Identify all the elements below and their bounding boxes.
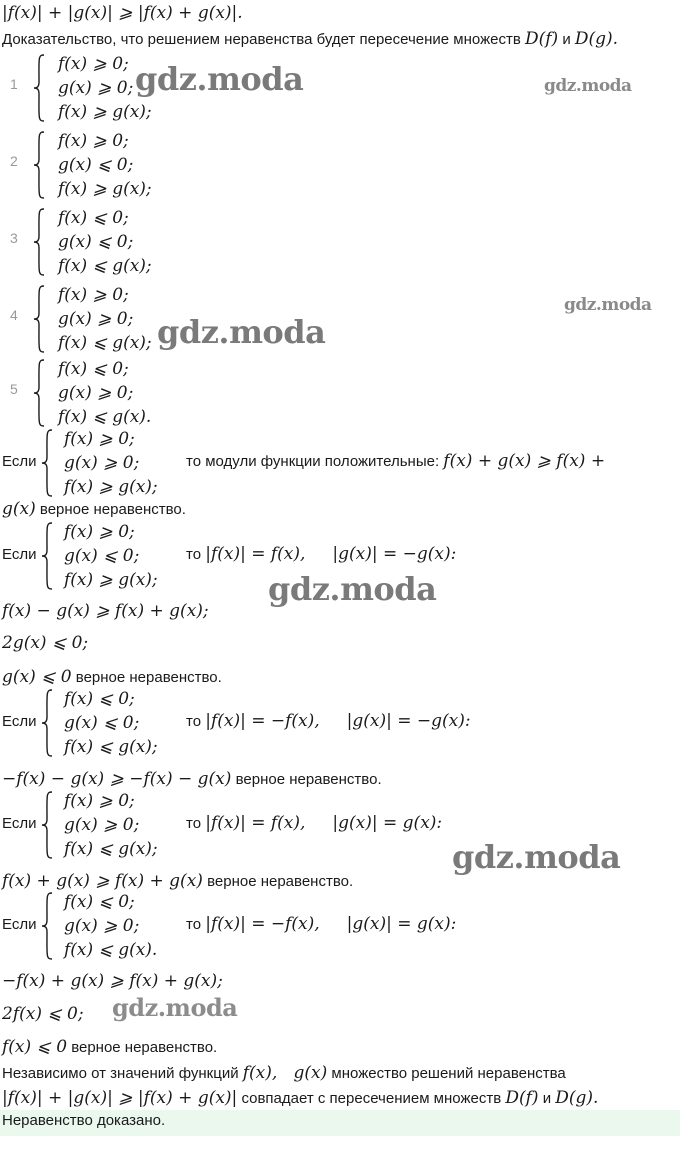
- system-row: f(x) ⩽ 0;: [58, 208, 129, 228]
- case-row: f(x) ⩽ g(x);: [64, 737, 158, 757]
- brace-icon: [40, 429, 54, 501]
- case4-result-math: f(x) + g(x) ⩾ f(x) + g(x): [2, 871, 203, 891]
- case-conclusion: [186, 813, 442, 833]
- conclusion-set-f: D(f): [505, 1088, 539, 1108]
- case-row: g(x) ⩽ 0;: [64, 713, 140, 733]
- case-row: f(x) ⩾ 0;: [64, 522, 135, 542]
- case-if-label: Если: [2, 546, 37, 563]
- case3-result-math: −f(x) − g(x) ⩾ −f(x) − g(x): [2, 769, 232, 789]
- case3-result: [2, 768, 382, 791]
- case-row: g(x) ⩾ 0;: [64, 815, 140, 835]
- proof-intro: [2, 28, 618, 51]
- conclusion-functions: f(x), g(x): [242, 1063, 328, 1083]
- case1-cont-text: верное неравенство.: [39, 501, 186, 518]
- header-formula: |f(x)| + |g(x)| ⩾ |f(x) + g(x)|.: [2, 3, 243, 23]
- system-number: 5: [10, 381, 18, 397]
- case3-result-text: верное неравенство.: [235, 771, 382, 788]
- system-number: 4: [10, 307, 18, 323]
- case-then-math: |f(x)| = −f(x), |g(x)| = −g(x):: [205, 711, 471, 731]
- case-row: f(x) ⩽ g(x);: [64, 839, 158, 859]
- case-then-math: |f(x)| = −f(x), |g(x)| = g(x):: [205, 914, 457, 934]
- conclusion-line2: [2, 1087, 598, 1110]
- case-row: g(x) ⩾ 0;: [64, 916, 140, 936]
- watermark-logo: gdz.moda: [452, 838, 621, 876]
- watermark-logo: gdz.moda: [112, 993, 238, 1022]
- conclusion-line1: [2, 1062, 566, 1085]
- case-row: g(x) ⩾ 0;: [64, 453, 140, 473]
- case-row: g(x) ⩽ 0;: [64, 546, 140, 566]
- watermark-logo: gdz.moda: [135, 60, 304, 98]
- case-row: f(x) ⩾ 0;: [64, 791, 135, 811]
- system-row: f(x) ⩽ g(x);: [58, 333, 152, 353]
- final-text: Неравенство доказано.: [2, 1112, 166, 1129]
- case-then-math: |f(x)| = f(x), |g(x)| = −g(x):: [205, 544, 457, 564]
- brace-icon: [32, 208, 46, 280]
- case5-step1: −f(x) + g(x) ⩾ f(x) + g(x);: [2, 971, 223, 991]
- brace-icon: [40, 689, 54, 761]
- case2-step3-text: верное неравенство.: [75, 669, 222, 686]
- system-row: f(x) ⩽ g(x);: [58, 256, 152, 276]
- system-row: f(x) ⩽ 0;: [58, 359, 129, 379]
- system-row: g(x) ⩾ 0;: [58, 383, 134, 403]
- proof-intro-text: Доказательство, что решением неравенства будет пересечение множеств: [2, 31, 521, 48]
- watermark-logo: gdz.moda: [564, 295, 652, 315]
- case1-cont-math: g(x): [2, 499, 36, 519]
- brace-icon: [32, 54, 46, 126]
- brace-icon: [40, 522, 54, 594]
- case2-step2: 2g(x) ⩽ 0;: [2, 633, 89, 653]
- system-row: f(x) ⩽ g(x).: [58, 407, 152, 427]
- case-then-text: то модули функции положительные:: [186, 453, 444, 470]
- case-row: f(x) ⩾ g(x);: [64, 477, 158, 497]
- proof-intro-and: и: [562, 31, 571, 48]
- case5-step3-math: f(x) ⩽ 0: [2, 1037, 68, 1057]
- system-row: g(x) ⩾ 0;: [58, 78, 134, 98]
- proof-intro-set-f: D(f): [524, 29, 559, 49]
- case-row: f(x) ⩾ 0;: [64, 429, 135, 449]
- system-number: 1: [10, 76, 18, 92]
- system-row: f(x) ⩾ g(x);: [58, 179, 152, 199]
- case4-result: [2, 870, 353, 893]
- case-then-text: то: [186, 815, 206, 832]
- conclusion-text-a: Независимо от значений функций: [2, 1065, 239, 1082]
- case-if-label: Если: [2, 713, 37, 730]
- conclusion-inequality: |f(x)| + |g(x)| ⩾ |f(x) + g(x)|: [2, 1088, 238, 1108]
- conclusion-and: и: [542, 1090, 552, 1107]
- system-row: f(x) ⩾ 0;: [58, 285, 129, 305]
- watermark-logo: gdz.moda: [544, 76, 632, 96]
- case-row: f(x) ⩾ g(x);: [64, 570, 158, 590]
- case-then-text: то: [186, 916, 206, 933]
- case-then-math: f(x) + g(x) ⩾ f(x) +: [443, 451, 606, 471]
- system-row: g(x) ⩽ 0;: [58, 155, 134, 175]
- case5-step2: 2f(x) ⩽ 0;: [2, 1004, 84, 1024]
- watermark-logo: gdz.moda: [157, 313, 326, 351]
- case2-step1: f(x) − g(x) ⩾ f(x) + g(x);: [2, 601, 209, 621]
- case-row: f(x) ⩽ g(x).: [64, 940, 158, 960]
- case5-step3-text: верное неравенство.: [71, 1039, 218, 1056]
- final-banner: [0, 1110, 680, 1136]
- case-then-text: то: [186, 546, 206, 563]
- conclusion-text-c: совпадает с пересечением множеств: [241, 1090, 502, 1107]
- case-conclusion: [186, 711, 471, 731]
- case-if-label: Если: [2, 815, 37, 832]
- case-if-label: Если: [2, 453, 37, 470]
- system-row: f(x) ⩾ 0;: [58, 131, 129, 151]
- system-row: f(x) ⩾ g(x);: [58, 102, 152, 122]
- case2-step3: [2, 666, 222, 689]
- brace-icon: [32, 285, 46, 357]
- case-row: f(x) ⩽ 0;: [64, 689, 135, 709]
- brace-icon: [32, 131, 46, 203]
- case-row: f(x) ⩽ 0;: [64, 892, 135, 912]
- case5-step3: [2, 1036, 217, 1059]
- case-conclusion: [186, 451, 605, 471]
- conclusion-set-g: D(g).: [555, 1088, 599, 1108]
- system-number: 3: [10, 230, 18, 246]
- case-conclusion: [186, 544, 456, 564]
- watermark-logo: gdz.moda: [268, 570, 437, 608]
- system-row: g(x) ⩾ 0;: [58, 309, 134, 329]
- case-conclusion: [186, 914, 456, 934]
- case2-step3-math: g(x) ⩽ 0: [2, 667, 72, 687]
- brace-icon: [32, 359, 46, 431]
- brace-icon: [40, 892, 54, 964]
- case-then-math: |f(x)| = f(x), |g(x)| = g(x):: [205, 813, 443, 833]
- case-if-label: Если: [2, 916, 37, 933]
- conclusion-text-b: множество решений неравенства: [331, 1065, 566, 1082]
- case-then-text: то: [186, 713, 206, 730]
- system-row: g(x) ⩽ 0;: [58, 232, 134, 252]
- proof-intro-set-g: D(g).: [574, 29, 619, 49]
- system-row: f(x) ⩾ 0;: [58, 54, 129, 74]
- system-number: 2: [10, 153, 18, 169]
- case1-continuation: [2, 498, 186, 521]
- brace-icon: [40, 791, 54, 863]
- case4-result-text: верное неравенство.: [207, 873, 354, 890]
